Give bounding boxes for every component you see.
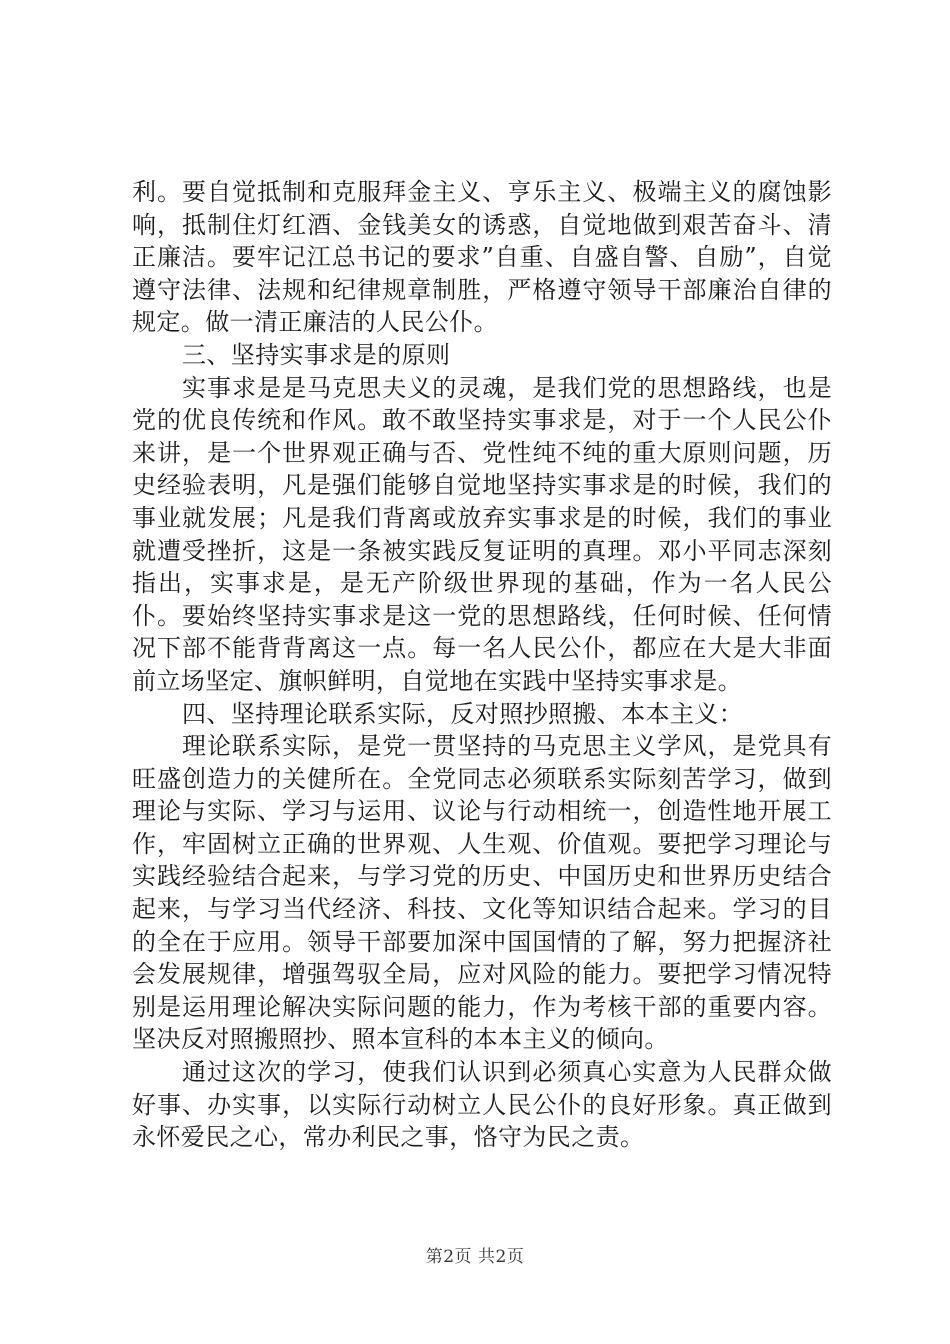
section-heading-4: 四、坚持理论联系实际，反对照抄照搬、本本主义：: [182, 699, 744, 728]
page-footer: 第2页 共2页: [425, 1247, 525, 1267]
paragraph-4: 通过这次的学习，使我们认识到必须真心实意为人民群众做好事、办实事，以实际行动树立人民公仆的良好形象。真正做到永怀爱民之心，常办利民之事，恪守为民之责。: [132, 1058, 832, 1152]
paragraph-1: 利。要自觉抵制和克服拜金主义、亨乐主义、极端主义的腐蚀影响，抵制住灯红酒、金钱美女的诱惑，自觉地做到艰苦奋斗、清正廉洁。要牢记江总书记的要求”自重、自盛自警、自励”，自觉遵守法律、法规和纪律规章制胜，严格遵守领导干部廉治自律的规定。做一清正廉洁的人民公仆。: [132, 178, 832, 337]
paragraph-2: 实事求是是马克思夫义的灵魂，是我们党的思想路线，也是党的优良传统和作风。敢不敢坚持实事求是，对于一个人民公仆来讲，是一个世界观正确与否、党性纯不纯的重大原则问题，历史经验表明，凡是强们能够自觉地坚持实事求是的时候，我们的事业就发展；凡是我们背离或放弃实事求是的时候，我们的事业就遭受挫折，这是一条被实践反复证明的真理。邓小平同志深刻指出，实事求是，是无产阶级世界现的基础，作为一名人民公仆。要始终坚持实事求是这一党的思想路线，任何时候、任何情况下部不能背背离这一点。每一名人民公仆，都应在大是大非面前立场坚定、旗帜鲜明，自觉地在实践中坚持实事求是。: [132, 373, 832, 695]
paragraph-3: 理论联系实际，是党一贯坚持的马克思主义学风，是党具有旺盛创造力的关健所在。全党同志必须联系实际刻苦学习，做到理论与实际、学习与运用、议论与行动相统一，创造性地开展工作，牢固树立正确的世界观、人生观、价值观。要把学习理论与实践经验结合起来，与学习党的历史、中国历史和世界历史结合起来，与学习当代经济、科技、文化等知识结合起来。学习的目的全在于应用。领导干部要加深中国国情的了解，努力把握济社会发展规律，增强驾驭全局，应对风险的能力。要把学习情况特别是运用理论解决实际问题的能力，作为考核干部的重要内容。坚决反对照搬照抄、照本宣科的本本主义的倾向。: [132, 732, 832, 1054]
document-body: [132, 176, 832, 1154]
section-heading-3: 三、坚持实事求是的原则: [182, 340, 451, 369]
